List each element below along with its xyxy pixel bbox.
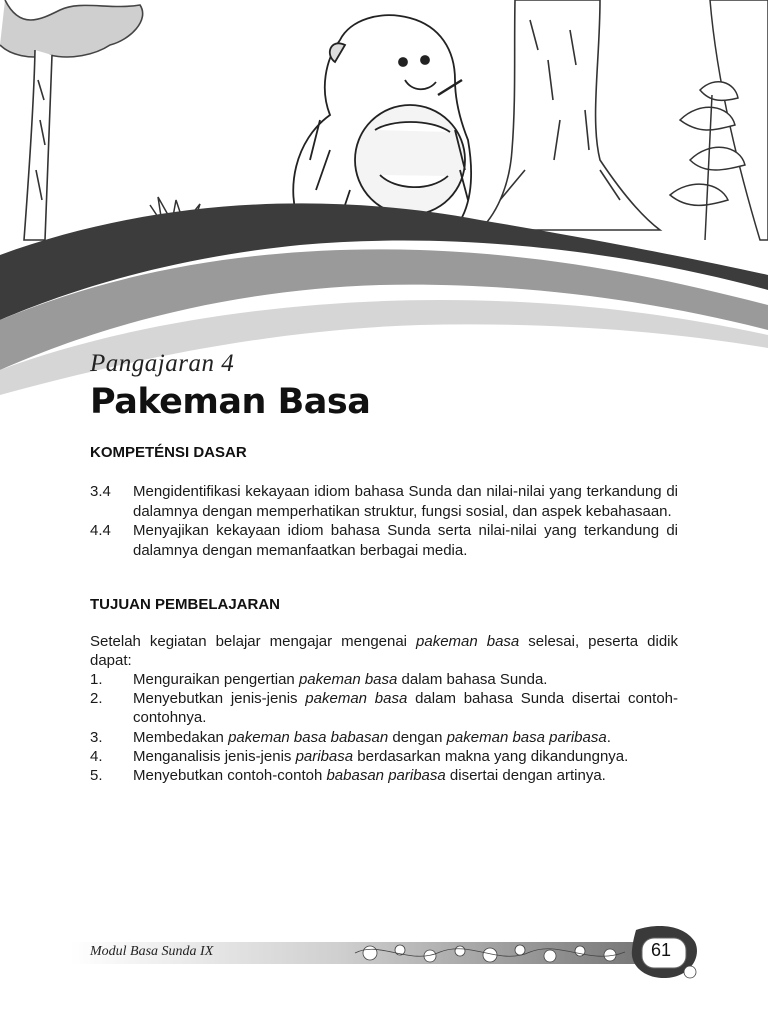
objective-text: Menganalisis jenis-jenis paribasa berdasarkan makna yang dikandungnya.: [133, 747, 629, 765]
tree-trunk-illustration: [480, 0, 660, 230]
objective-text: Menyebutkan jenis-jenis pakeman basa dalam bahasa Sunda disertai contoh-contohnya.: [133, 690, 678, 727]
footer-label: Modul Basa Sunda IX: [90, 944, 214, 959]
objectives-intro: Setelah kegiatan belajar mengajar mengenai pakeman basa selesai, peserta didik dapat:: [90, 633, 678, 669]
objective-number: 4.: [90, 747, 103, 765]
objective-item: [90, 689, 678, 727]
competence-item: [90, 482, 678, 521]
left-tree-illustration: [0, 0, 143, 240]
competence-number: 4.4: [90, 522, 111, 539]
competence-number: 3.4: [90, 483, 111, 500]
lesson-label: Pangajaran 4: [90, 350, 235, 377]
objective-text: Menyebutkan contoh-contoh babasan paribasa disertai dengan artinya.: [133, 767, 606, 785]
objective-text: Membedakan pakeman basa babasan dengan pakeman basa paribasa.: [133, 728, 611, 746]
chapter-title: Pakeman Basa: [90, 382, 371, 422]
competence-item: [90, 521, 678, 560]
objective-item: [90, 747, 678, 766]
header-illustration: [0, 0, 768, 400]
monkey-illustration: [293, 15, 471, 228]
objective-number: 5.: [90, 767, 103, 785]
right-plant-illustration: [670, 0, 768, 240]
objectives-heading: TUJUAN PEMBELAJARAN: [90, 596, 281, 613]
competence-heading: KOMPETÉNSI DASAR: [90, 444, 247, 461]
objective-item: [90, 670, 678, 689]
competence-text: Mengidentifikasi kekayaan idiom bahasa Sunda dan nilai-nilai yang terkandung di dalamnya dengan memperhatikan struktur, fungsi sosial, dan aspek kebahasaan.: [133, 483, 678, 520]
objective-item: [90, 728, 678, 747]
competence-text: Menyajikan kekayaan idiom bahasa Sunda serta nilai-nilai yang terkandung di dalamnya dengan memanfaatkan berbagai media.: [133, 522, 678, 559]
objective-item: [90, 766, 678, 785]
competence-list: [90, 482, 678, 560]
objective-number: 3.: [90, 728, 103, 746]
objectives-list: [90, 670, 678, 785]
page-number: 61: [650, 940, 672, 960]
objective-text: Menguraikan pengertian pakeman basa dalam bahasa Sunda.: [133, 671, 548, 688]
objective-number: 1.: [90, 671, 103, 688]
objective-number: 2.: [90, 690, 103, 708]
